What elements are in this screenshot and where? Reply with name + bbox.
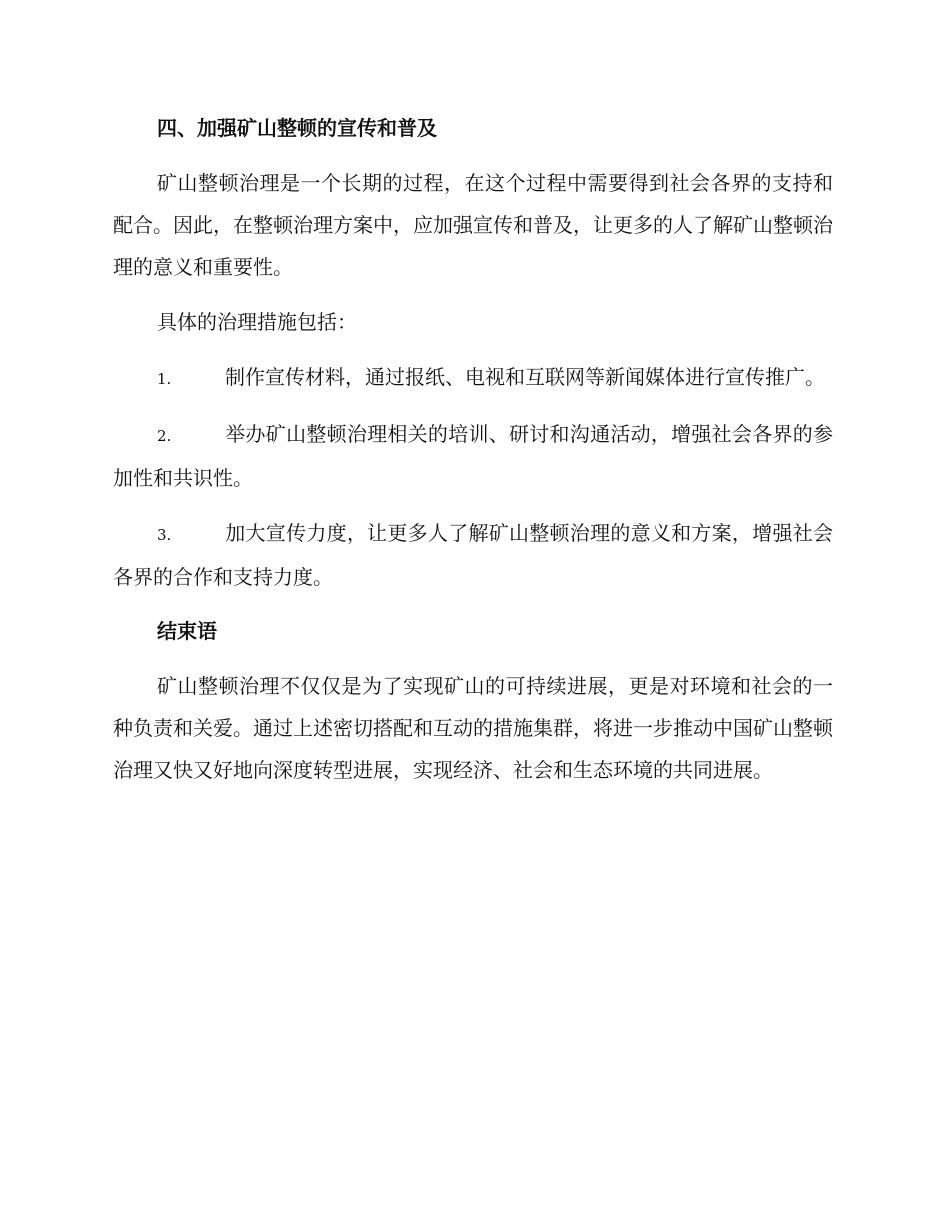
conclusion-paragraph: 矿山整顿治理不仅仅是为了实现矿山的可持续进展，更是对环境和社会的一种负责和关爱。通过上述密切搭配和互动的措施集群，将进一步推动中国矿山整顿治理又快又好地向深度转型进展，实现经济、社会和生态环境的共同进展。: [113, 674, 833, 782]
section-intro-paragraph: 矿山整顿治理是一个长期的过程，在这个过程中需要得到社会各界的支持和配合。因此，在整顿治理方案中，应加强宣传和普及，让更多的人了解矿山整顿治理的意义和重要性。: [113, 171, 833, 279]
document-content: [113, 108, 833, 804]
list-item-text: 举办矿山整顿治理相关的培训、研讨和沟通活动，增强社会各界的参加性和共识性。: [113, 422, 833, 490]
list-item: [113, 512, 833, 598]
conclusion-heading: 结束语: [157, 619, 217, 643]
measures-label: 具体的治理措施包括：: [157, 310, 357, 334]
section-heading: 四、加强矿山整顿的宣传和普及: [157, 116, 437, 140]
list-item: [113, 413, 833, 499]
list-item-number: 2.: [157, 427, 172, 445]
list-item: [113, 356, 833, 400]
list-item-number: 1.: [157, 370, 172, 388]
list-item-number: 3.: [157, 526, 172, 544]
list-item-text: 制作宣传材料，通过报纸、电视和互联网等新闻媒体进行宣传推广。: [225, 365, 825, 389]
list-item-text: 加大宣传力度，让更多人了解矿山整顿治理的意义和方案，增强社会各界的合作和支持力度。: [113, 521, 833, 589]
